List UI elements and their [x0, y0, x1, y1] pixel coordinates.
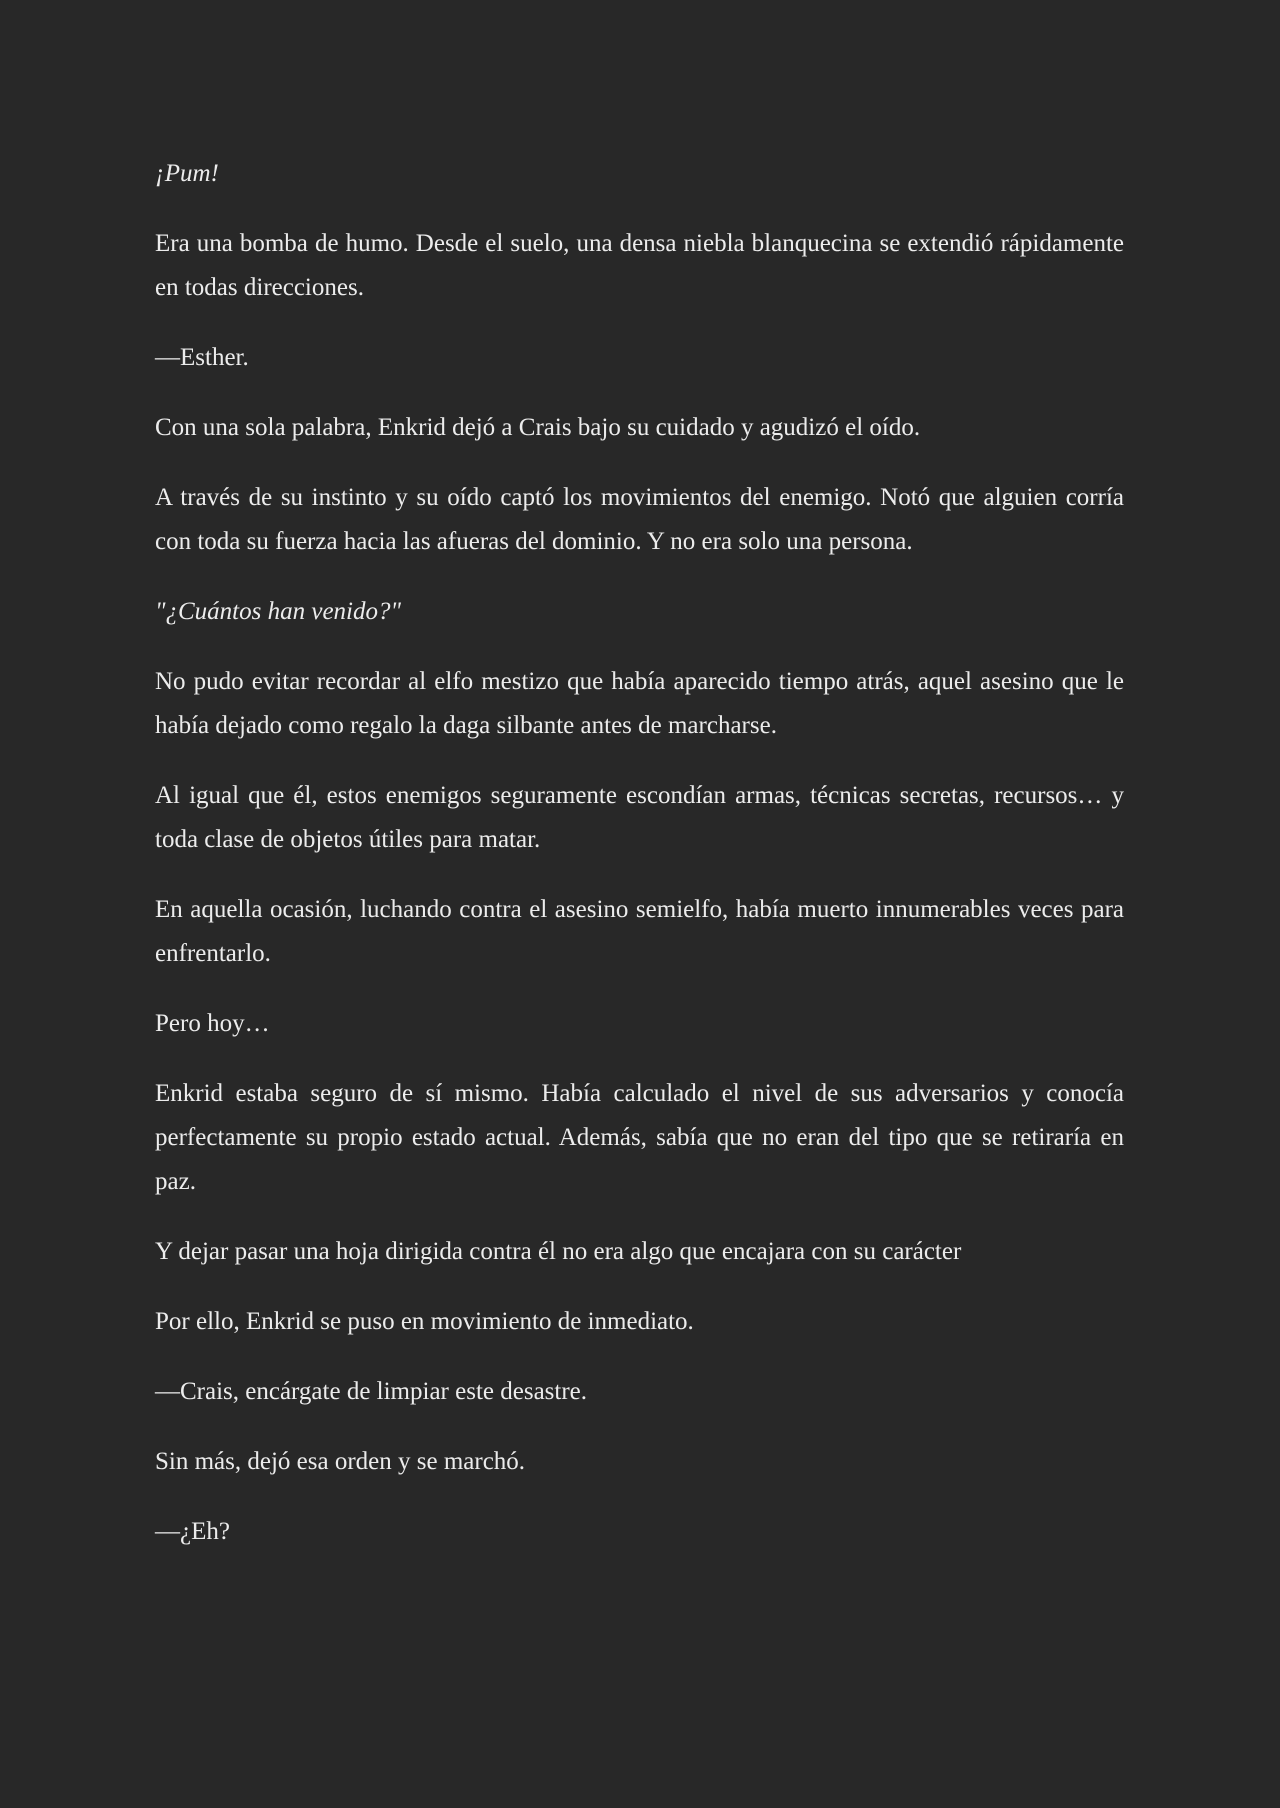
- paragraph-13: Por ello, Enkrid se puso en movimiento de inmediato.: [155, 1308, 694, 1335]
- paragraph-12: Y dejar pasar una hoja dirigida contra él no era algo que encajara con su carácter: [155, 1238, 962, 1265]
- paragraph-2: Era una bomba de humo. Desde el suelo, una densa niebla blanquecina se extendió rápidamente en todas direcciones.: [155, 230, 1124, 301]
- paragraph-8: Al igual que él, estos enemigos seguramente escondían armas, técnicas secretas, recursos… y toda clase de objetos útiles para matar.: [155, 782, 1124, 853]
- paragraph-3: —Esther.: [155, 344, 249, 371]
- chapter-text: [155, 152, 1124, 1554]
- paragraph-11: Enkrid estaba seguro de sí mismo. Había calculado el nivel de sus adversarios y conocía perfectamente su propio estado actual. Además, sabía que no eran del tipo que se retiraría en paz.: [155, 1080, 1124, 1195]
- paragraph-14: —Crais, encárgate de limpiar este desastre.: [155, 1378, 588, 1405]
- paragraph-4: Con una sola palabra, Enkrid dejó a Crais bajo su cuidado y agudizó el oído.: [155, 414, 921, 441]
- paragraph-5: A través de su instinto y su oído captó los movimientos del enemigo. Notó que alguien corría con toda su fuerza hacia las afueras del dominio. Y no era solo una persona.: [155, 484, 1124, 555]
- paragraph-15: Sin más, dejó esa orden y se marchó.: [155, 1448, 526, 1475]
- paragraph-6: "¿Cuántos han venido?": [155, 598, 401, 625]
- paragraph-10: Pero hoy…: [155, 1010, 270, 1037]
- paragraph-1: ¡Pum!: [155, 160, 219, 187]
- paragraph-7: No pudo evitar recordar al elfo mestizo que había aparecido tiempo atrás, aquel asesino que le había dejado como regalo la daga silbante antes de marcharse.: [155, 668, 1124, 739]
- paragraph-9: En aquella ocasión, luchando contra el asesino semielfo, había muerto innumerables veces para enfrentarlo.: [155, 896, 1124, 967]
- paragraph-16: —¿Eh?: [155, 1518, 230, 1545]
